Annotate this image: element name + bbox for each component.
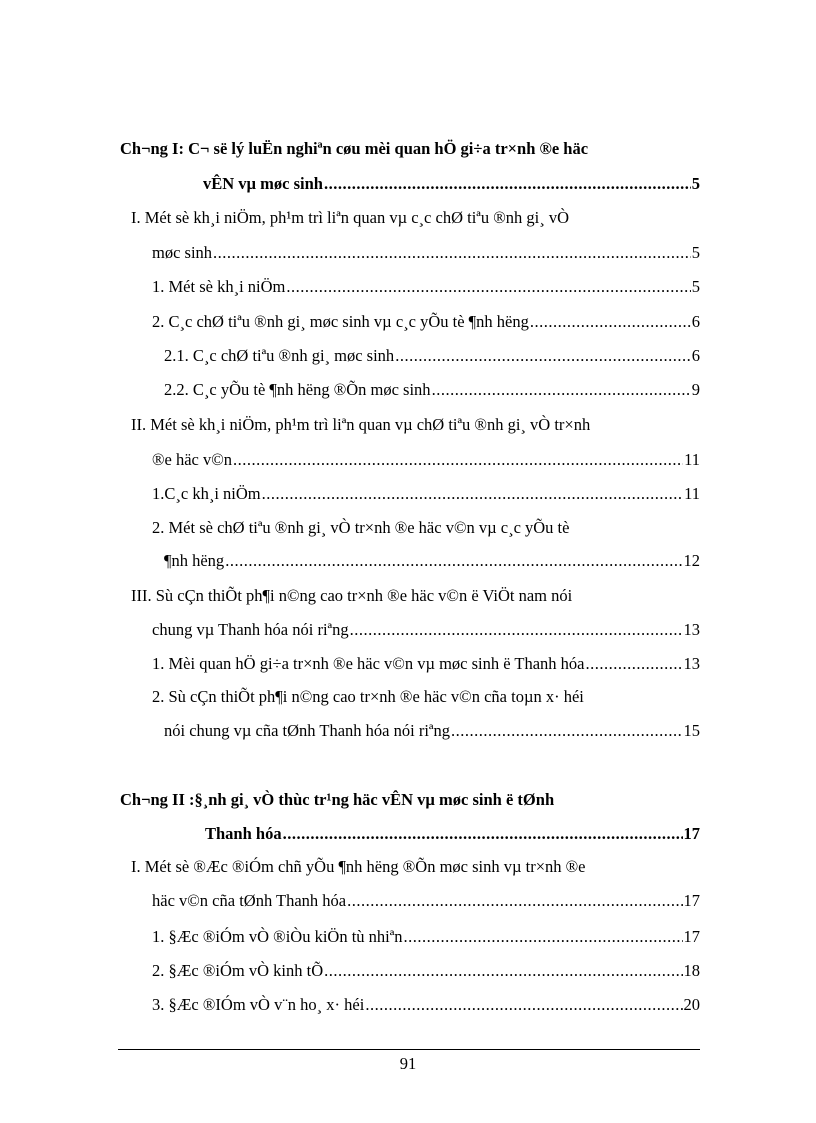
toc-entry-text: 2. C¸c chØ tiªu ®nh gi¸ møc sinh vµ c¸c yÕu tè ¶nh hëng [152, 312, 529, 331]
toc-entry-text: 1. Mét sè kh¸i niÖm [152, 277, 286, 296]
toc-entry[interactable] [205, 824, 700, 844]
toc-entry-text: häc v©n cña tØnh Thanh hóa [152, 891, 347, 910]
toc-page-number: 9 [691, 380, 700, 399]
toc-heading-section [131, 208, 700, 228]
toc-entry[interactable] [152, 961, 700, 981]
toc-entry[interactable] [152, 484, 700, 504]
toc-entry-text: 2. §Æc ®iÓm vÒ kinh tÕ [152, 961, 324, 980]
dot-leader [530, 312, 691, 332]
toc-heading-section [131, 415, 700, 435]
toc-entry-text: vÊN vµ møc sinh [203, 174, 323, 193]
toc-entry[interactable] [152, 995, 700, 1015]
toc-page-number: 6 [691, 346, 700, 365]
toc-page-number: 5 [691, 243, 700, 262]
toc-entry[interactable] [152, 450, 700, 470]
toc-entry[interactable] [164, 551, 700, 571]
toc-page-number: 20 [683, 995, 700, 1014]
toc-entry-text: nói chung vµ cña tØnh Thanh hóa nói riªng [164, 721, 450, 740]
toc-entry [152, 518, 700, 538]
toc-entry-text: I. Mét sè kh¸i niÖm, ph¹m trì liªn quan vµ c¸c chØ tiªu ®nh gi¸ vÒ [131, 208, 569, 227]
toc-page-number: 11 [684, 450, 700, 469]
dot-leader [395, 346, 691, 366]
toc-entry-text: Ch¬ng I: C¬ së lý luËn nghiªn cøu mèi quan hÖ gi÷a tr×nh ®e häc [120, 139, 589, 158]
toc-entry[interactable] [152, 620, 700, 640]
dot-leader [404, 927, 683, 947]
toc-page-number: 6 [691, 312, 700, 331]
dot-leader [225, 551, 682, 571]
toc-entry-text: 2. Mét sè chØ tiªu ®nh gi¸ vÒ tr×nh ®e häc v©n vµ c¸c yÕu tè [152, 518, 570, 537]
toc-entry[interactable] [152, 891, 700, 911]
toc-page-number: 12 [683, 551, 700, 570]
toc-heading-chapter-2 [120, 790, 700, 810]
toc-page-number: 11 [684, 484, 700, 503]
toc-page-number: 5 [691, 174, 700, 193]
toc-entry-text: 1. Mèi quan hÖ gi÷a tr×nh ®e häc v©n vµ møc sinh ë Thanh hóa [152, 654, 585, 673]
toc-entry-text: chung vµ Thanh hóa nói riªng [152, 620, 349, 639]
toc-entry-text: 2.2. C¸c yÕu tè ¶nh hëng ®Õn møc sinh [164, 380, 431, 399]
toc-entry-text: 2.1. C¸c chØ tiªu ®nh gi¸ møc sinh [164, 346, 395, 365]
toc-entry-text: 3. §Æc ®IÓm vÒ v¨n ho¸ x· héi [152, 995, 365, 1014]
dot-leader [365, 995, 682, 1015]
dot-leader [432, 380, 691, 400]
dot-leader [286, 277, 690, 297]
toc-entry[interactable] [152, 654, 700, 674]
dot-leader [233, 450, 683, 470]
toc-page-number: 13 [683, 620, 700, 639]
toc-entry[interactable] [203, 174, 700, 194]
toc-page-number: 15 [683, 721, 700, 740]
toc-heading-chapter-1 [120, 139, 700, 159]
toc-entry-text: ®e häc v©n [152, 450, 233, 469]
toc-entry-text: 2. Sù cÇn thiÕt ph¶i n©ng cao tr×nh ®e häc v©n cña toµn x· héi [152, 687, 584, 706]
toc-page-number: 5 [691, 277, 700, 296]
dot-leader [451, 721, 683, 741]
toc-page-number: 17 [683, 891, 700, 910]
dot-leader [283, 824, 683, 844]
toc-heading-section [131, 857, 700, 877]
toc-page-number: 17 [683, 927, 700, 946]
toc-page-number: 18 [683, 961, 700, 980]
dot-leader [262, 484, 683, 504]
toc-entry [152, 687, 700, 707]
dot-leader [324, 174, 691, 194]
footer-divider [118, 1049, 700, 1050]
toc-entry-text: 1.C¸c kh¸i niÖm [152, 484, 261, 503]
dot-leader [347, 891, 682, 911]
toc-entry[interactable] [152, 312, 700, 332]
toc-entry[interactable] [164, 346, 700, 366]
toc-heading-section [131, 586, 700, 606]
dot-leader [324, 961, 682, 981]
toc-entry[interactable] [152, 243, 700, 263]
toc-entry-text: ¶nh hëng [164, 551, 225, 570]
dot-leader [586, 654, 683, 674]
dot-leader [350, 620, 683, 640]
toc-entry-text: I. Mét sè ®Æc ®iÓm chñ yÕu ¶nh hëng ®Õn møc sinh vµ tr×nh ®e [131, 857, 586, 876]
toc-entry-text: Ch¬ng II :§¸nh gi¸ vÒ thùc tr¹ng häc vÊN vµ møc sinh ë tØnh [120, 790, 555, 809]
toc-entry[interactable] [164, 721, 700, 741]
toc-entry[interactable] [152, 927, 700, 947]
toc-page-number: 13 [683, 654, 700, 673]
toc-entry[interactable] [152, 277, 700, 297]
toc-entry-text: III. Sù cÇn thiÕt ph¶i n©ng cao tr×nh ®e häc v©n ë ViÖt nam nói [131, 586, 573, 605]
toc-entry-text: Thanh hóa [205, 824, 282, 843]
toc-entry-text: møc sinh [152, 243, 213, 262]
toc-entry-text: II. Mét sè kh¸i niÖm, ph¹m trì liªn quan vµ chØ tiªu ®nh gi¸ vÒ tr×nh [131, 415, 591, 434]
page-number: 91 [399, 1054, 417, 1073]
toc-page-number: 17 [683, 824, 700, 843]
toc-entry-text: 1. §Æc ®iÓm vÒ ®iÒu kiÖn tù nhiªn [152, 927, 403, 946]
dot-leader [213, 243, 691, 263]
toc-entry[interactable] [164, 380, 700, 400]
